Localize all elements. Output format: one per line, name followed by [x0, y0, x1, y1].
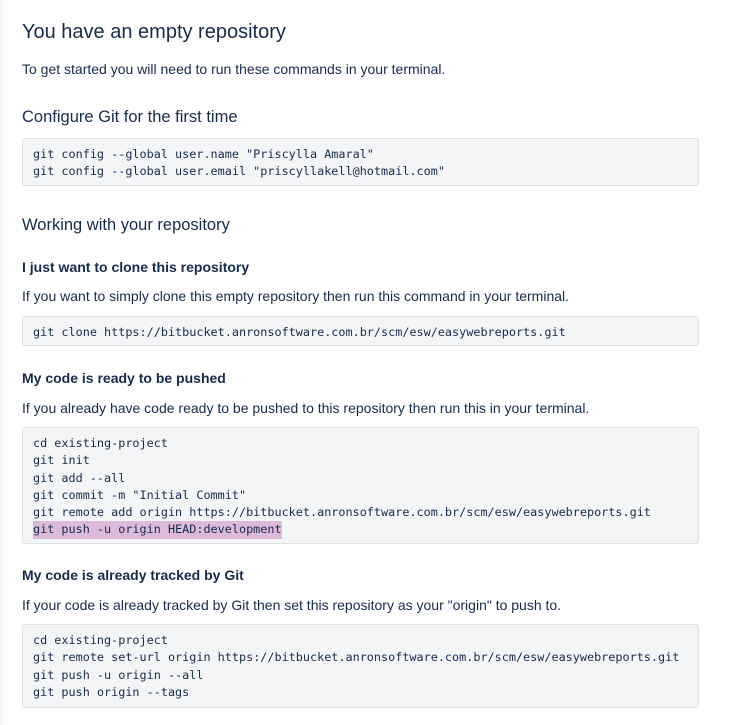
- code-line: git init: [33, 453, 90, 468]
- push-code-block[interactable]: [22, 427, 699, 544]
- tracked-code-block[interactable]: [22, 624, 699, 708]
- page-title: You have an empty repository: [22, 21, 286, 43]
- push-text: If you already have code ready to be pushed to this repository then run this in your terminal.: [22, 400, 590, 416]
- intro-text: To get started you will need to run these commands in your terminal.: [22, 61, 446, 77]
- clone-text: If you want to simply clone this empty repository then run this command in your terminal.: [22, 288, 570, 304]
- code-line: git remote set-url origin https://bitbucket.anronsoftware.com.br/scm/esw/easywebreports.git: [33, 650, 680, 665]
- push-heading: My code is ready to be pushed: [22, 370, 226, 386]
- clone-heading: I just want to clone this repository: [22, 259, 250, 275]
- code-line: git config --global user.email "priscyllakell@hotmail.com": [33, 164, 445, 179]
- code-line: git commit -m "Initial Commit": [33, 487, 247, 502]
- highlighted-code-line: git push -u origin HEAD:development: [33, 521, 282, 538]
- tracked-text: If your code is already tracked by Git then set this repository as your "origin" to push to.: [22, 597, 562, 613]
- tracked-heading: My code is already tracked by Git: [22, 567, 244, 583]
- code-line: cd existing-project: [33, 633, 168, 647]
- code-line: git remote add origin https://bitbucket.anronsoftware.com.br/scm/esw/easywebreports.git: [33, 505, 651, 520]
- code-line: git add --all: [33, 470, 126, 485]
- clone-code-block[interactable]: [22, 316, 699, 346]
- code-line: git config --global user.name "Priscylla Amaral": [33, 147, 374, 161]
- code-line: git push -u origin --all: [33, 667, 204, 682]
- configure-code-block[interactable]: [22, 138, 699, 186]
- left-border: [0, 0, 3, 725]
- code-line: git push origin --tags: [33, 684, 190, 699]
- code-line: git clone https://bitbucket.anronsoftware.com.br/scm/esw/easywebreports.git: [33, 325, 566, 339]
- working-heading: Working with your repository: [22, 216, 230, 234]
- configure-heading: Configure Git for the first time: [22, 108, 238, 126]
- code-line: cd existing-project: [33, 436, 168, 450]
